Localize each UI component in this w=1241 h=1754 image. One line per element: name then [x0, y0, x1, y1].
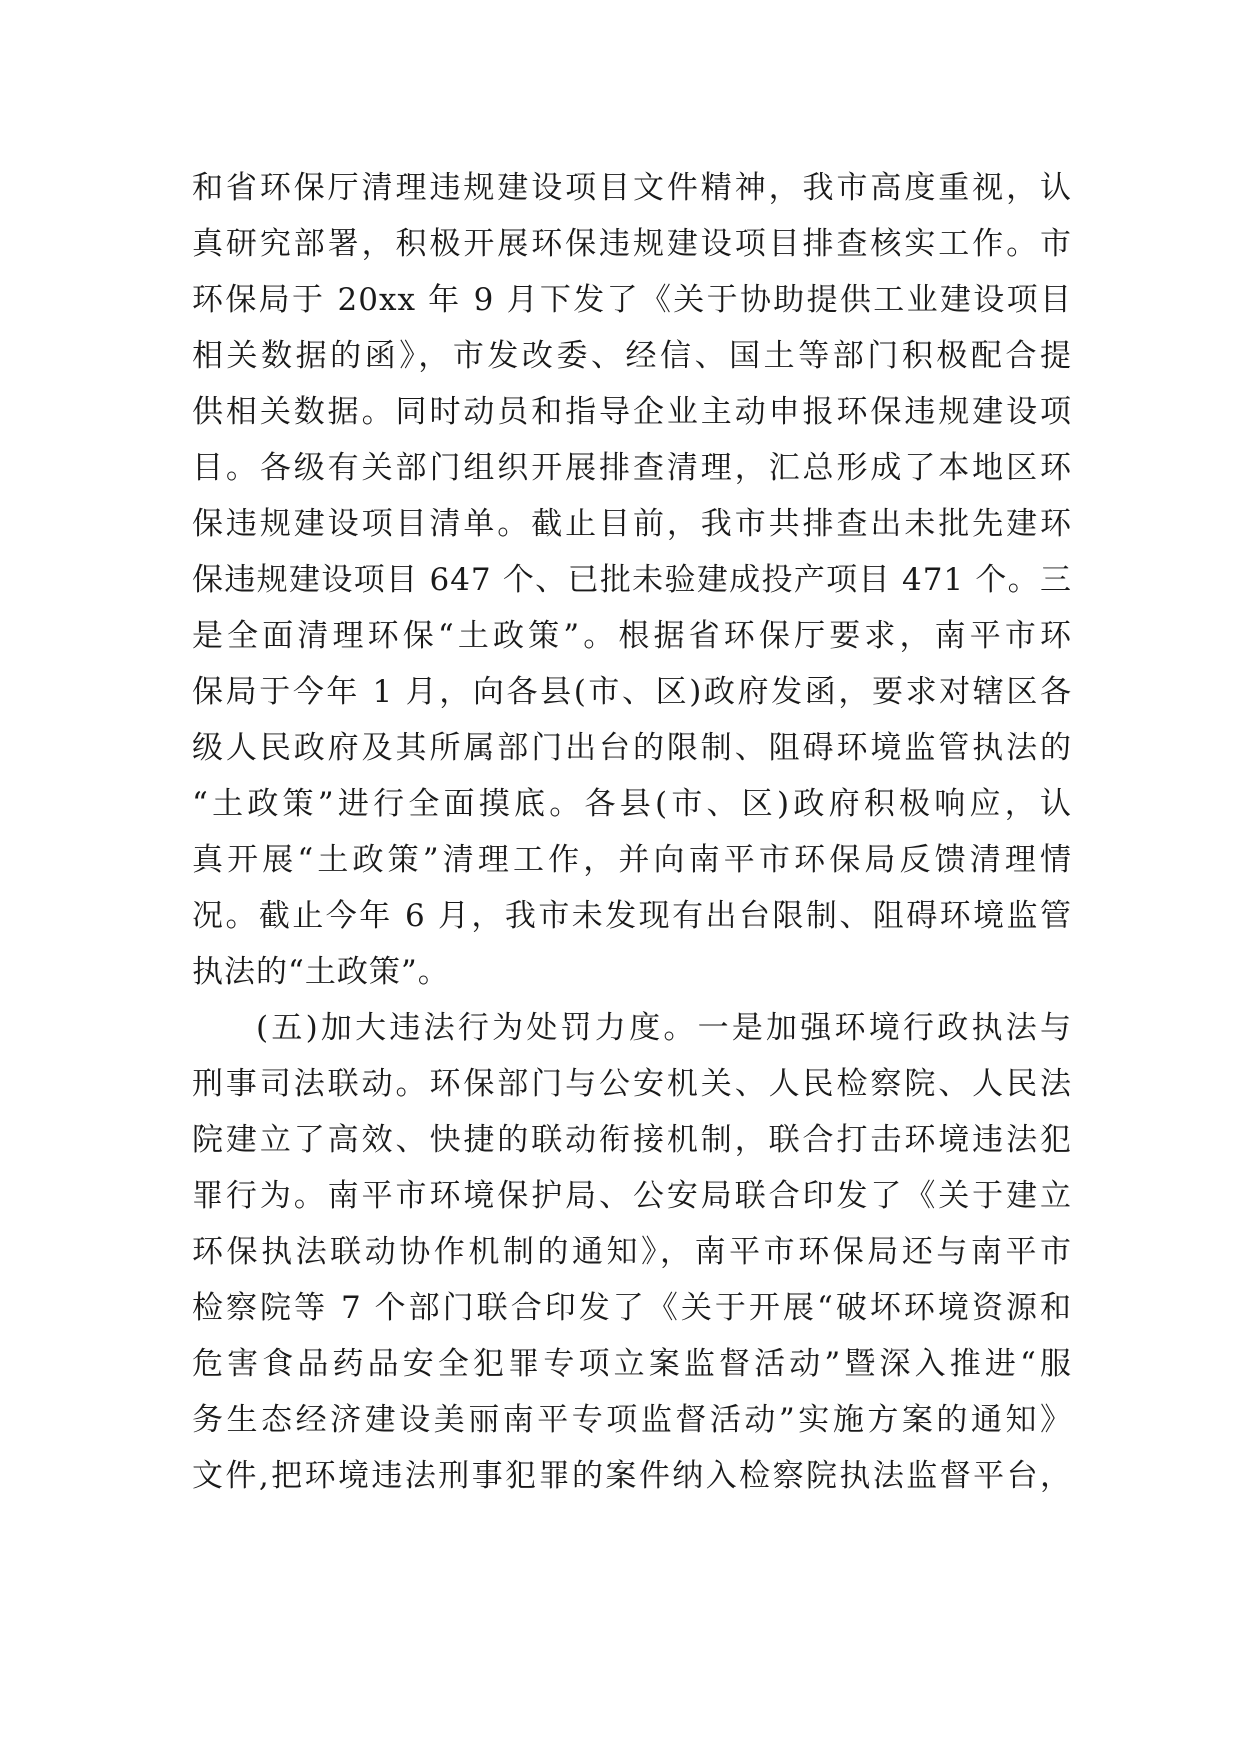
text-line: 保违规建设项目清单。截止目前，我市共排查出未批先建环: [192, 506, 1072, 542]
text-line: 保局于今年 1 月，向各县(市、区)政府发函，要求对辖区各: [192, 674, 1072, 710]
text-line: 院建立了高效、快捷的联动衔接机制，联合打击环境违法犯: [192, 1122, 1072, 1158]
text-line: 相关数据的函》，市发改委、经信、国土等部门积极配合提: [192, 338, 1072, 374]
text-line: 和省环保厅清理违规建设项目文件精神，我市高度重视，认: [192, 170, 1072, 206]
text-line: 罪行为。南平市环境保护局、公安局联合印发了《关于建立: [192, 1178, 1072, 1214]
text-line: 文件,把环境违法刑事犯罪的案件纳入检察院执法监督平台，: [192, 1458, 1072, 1494]
text-line: 环保执法联动协作机制的通知》，南平市环保局还与南平市: [192, 1234, 1072, 1270]
text-line: 目。各级有关部门组织开展排查清理，汇总形成了本地区环: [192, 450, 1072, 486]
text-line: 真研究部署，积极开展环保违规建设项目排查核实工作。市: [192, 226, 1072, 262]
text-line: (五)加大违法行为处罚力度。一是加强环境行政执法与: [256, 1010, 1072, 1046]
text-line: “土政策”进行全面摸底。各县(市、区)政府积极响应，认: [192, 786, 1072, 822]
text-line: 刑事司法联动。环保部门与公安机关、人民检察院、人民法: [192, 1066, 1072, 1102]
text-line: 执法的“土政策”。: [192, 954, 450, 990]
text-line: 务生态经济建设美丽南平专项监督活动”实施方案的通知》: [192, 1402, 1072, 1438]
paragraph-2: [192, 1000, 1072, 1504]
text-line: 环保局于 20xx 年 9 月下发了《关于协助提供工业建设项目: [192, 282, 1072, 318]
text-line: 是全面清理环保“土政策”。根据省环保厅要求，南平市环: [192, 618, 1072, 654]
text-line: 级人民政府及其所属部门出台的限制、阻碍环境监管执法的: [192, 730, 1072, 766]
text-line: 保违规建设项目 647 个、已批未验建成投产项目 471 个。三: [192, 562, 1072, 598]
text-line: 危害食品药品安全犯罪专项立案监督活动”暨深入推进“服: [192, 1346, 1072, 1382]
text-line: 供相关数据。同时动员和指导企业主动申报环保违规建设项: [192, 394, 1072, 430]
text-line: 检察院等 7 个部门联合印发了《关于开展“破坏环境资源和: [192, 1290, 1072, 1326]
text-line: 况。截止今年 6 月，我市未发现有出台限制、阻碍环境监管: [192, 898, 1072, 934]
text-line: 真开展“土政策”清理工作，并向南平市环保局反馈清理情: [192, 842, 1072, 878]
body-text: [192, 160, 1072, 1504]
paragraph-1: [192, 160, 1072, 1000]
